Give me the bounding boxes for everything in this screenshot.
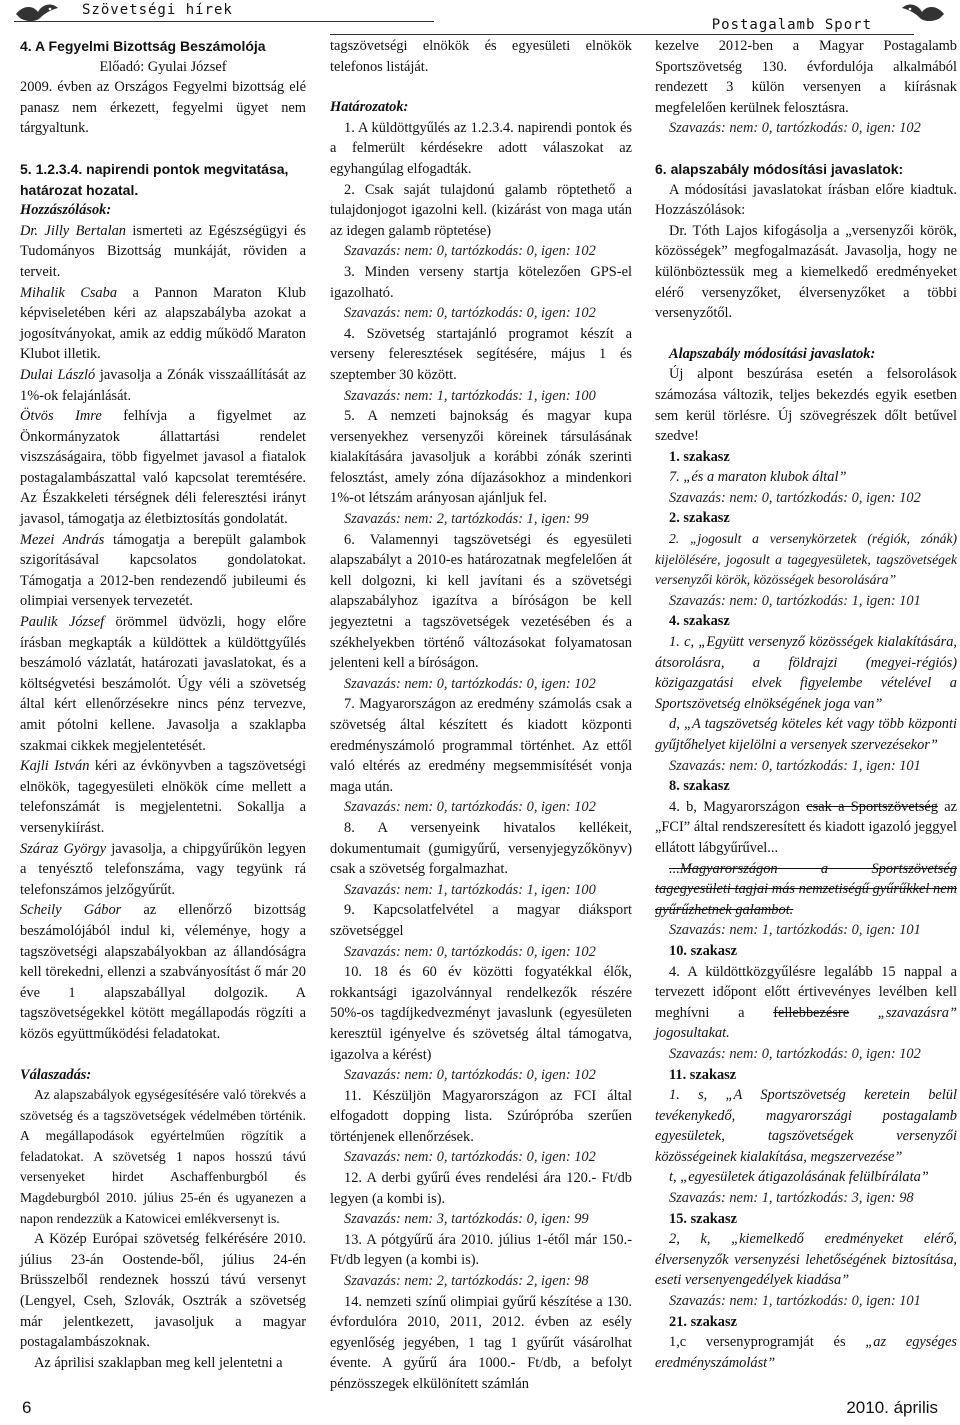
section-heading: 5. 1.2.3.4. napirendi pontok megvitatása, határozat hozatal. (20, 160, 289, 198)
resolution: 10. 18 és 60 év közötti fogyatékkal élők, rokkantsági igazolvánnyal rendelkezők részére 50%-os tagdíjkedvezményt javaslunk (egyesületen keresztül igényelve és szövetség által támogatva, igazolva a kérést) (330, 964, 632, 1063)
section-label: 4. szakasz (669, 613, 730, 630)
subheading: Hozzászólások: (20, 202, 112, 219)
header-rule (330, 34, 914, 35)
vote-result: Szavazás: nem: 0, tartózkodás: 0, igen: 102 (669, 1045, 921, 1062)
vote-result: Szavazás: nem: 1, tartózkodás: 0, igen: 101 (669, 1293, 921, 1310)
section-label: 1. szakasz (669, 448, 730, 465)
resolution: 11. Készüljön Magyarországon az FCI által elfogadott dopping lista. Szúrópróba szerűen történjenek ellenőrzések. (330, 1087, 632, 1145)
section-heading: 6. alapszabály módosítási javaslatok: (655, 160, 904, 177)
vote-result: Szavazás: nem: 1, tartózkodás: 1, igen: 100 (344, 881, 596, 898)
comment: Ötvös Imre felhívja a figyelmet az Önkormányzatok állattartási rendelet viszszáságaira, több figyelmet javasol a fiatalok postagalambászattal való kapcsolat teremtésére. Az Északkeleti térségnek déli feleresztési irányt javasol, támogatja az életbiztosítás gondolatát. (20, 408, 306, 528)
amendment: 4. A küldöttközgyűlésre legalább 15 nappal a tervezett időpont előtt értivevényes levélben kell meghívni a fellebbezésre „szavazásra” jogosultakat. (655, 963, 957, 1042)
comment: Mihalik Csaba a Pannon Maraton Klub képviseletében kéri az alapszabályba azokat a jogosítványokat, amik az eddig működő Maraton Klubot illetik. (20, 284, 306, 363)
resolution: 4. Szövetség startajánló programot készít a verseny feleresztések segítésére, május 1 és szeptember 30 között. (330, 325, 632, 383)
vote-result: Szavazás: nem: 0, tartózkodás: 1, igen: 101 (669, 757, 921, 774)
section-label: 11. szakasz (669, 1066, 737, 1083)
vote-result: Szavazás: nem: 0, tartózkodás: 1, igen: 101 (669, 592, 921, 609)
paragraph: A módosítási javaslatokat írásban előre kiadtuk. Hozzászólások: (655, 181, 957, 219)
resolution: 6. Valamennyi tagszövetségi és egyesületi alapszabályt a 2010-es határozatnak megfelelően át kell dolgozni, ki kell javítani és a szövetségi alapszabályhoz igazítva a bíróságon be kell jegyeztetni a tagszövetségek vezetésében és a székhelyekben történő változásokat folyamatosan jelenteni kell a bíróságon. (330, 531, 632, 672)
amendment-struck: ...Magyarországon a Sportszövetség tagegyesületi tagjai más nemzetiségű gyűrűkkel nem gyűrűzhetnek galambot. (655, 860, 957, 918)
section-label: 8. szakasz (669, 778, 730, 795)
vote-result: Szavazás: nem: 0, tartózkodás: 0, igen: 102 (344, 243, 596, 260)
issue-date: 2010. április (846, 1398, 938, 1417)
paragraph: Az alapszabályok egységesítésére való törekvés a szövetség és a tagszövetségek védelmében történik. A megállapodások egyértelműen rögzítik a feladatokat. A szövetség 1 napos hosszú távú versenyeket hirdet Aschaffenburgból és Magdeburgból 2010. július 25-én és ugyanezen a napon rendezzük a Katowicei emlékversenyt is. (20, 1087, 306, 1226)
speaker: Előadó: Gyulai József (99, 58, 227, 75)
section-label: 15. szakasz (669, 1210, 737, 1227)
comment: Száraz György javasolja, a chipgyűrűkön legyen a tenyésztő telefonszáma, vagy tegyünk rá telefonszámos jelzőgyűrűt. (20, 840, 306, 898)
page-number: 6 (22, 1398, 32, 1417)
magazine-title: Postagalamb Sport (711, 17, 872, 33)
amendment: 2. „jogosult a versenykörzetek (régiók, zónák) kijelölésére, jogosult a tagegyesületek, tagszövetségek versenyzői körök, közösségek besorolására” (655, 531, 957, 588)
vote-result: Szavazás: nem: 2, tartózkodás: 1, igen: 99 (344, 511, 589, 528)
paragraph: kezelve 2012-ben a Magyar Postagalamb Sportszövetség 130. évfordulója alkalmából rendezett 3 külön versenyen a kiírásnak megfelelően kerülnek felosztásra. (655, 38, 957, 116)
comment: Paulik József örömmel üdvözli, hogy előre írásban megkapták a küldöttek a küldöttgyűlés beszámoló vázlatát, határozati javaslatokat, és a költségvetési beszámolót. Úgy véli a szövetség által kért ellenőrzésekre nincs pénz tervezve, amit pótolni kellene. Javasolja a szaklapba szakmai cikkek megjelentetését. (20, 614, 306, 754)
vote-result: Szavazás: nem: 3, tartózkodás: 0, igen: 99 (344, 1211, 589, 1228)
resolution: 12. A derbi gyűrű éves rendelési ára 120.- Ft/db legyen (a kombi is). (330, 1170, 632, 1207)
section-title: Szövetségi hírek (82, 2, 233, 18)
paragraph: A Közép Európai szövetség felkérésére 2010. július 23-án Oostende-ből, július 24-én Brüsszelből rendeznek hosszú távú versenyt (Lengyel, Cseh, Szlovák, Osztrák a szövetség már jelentkezett, javasoljuk a magyar postagalambászoknak. (20, 1231, 306, 1351)
dove-icon (898, 0, 948, 26)
resolution: 3. Minden verseny startja kötelezően GPS-el igazolható. (330, 263, 632, 301)
column-3 (655, 36, 957, 1373)
amendment: 2, k, „kiemelkedő eredményeket elérő, élversenyzők versenyzési lehetőségének biztosítása, eseti versenyengedélyek kiadása” (655, 1231, 957, 1289)
amendment: 1,c versenyprogramját és „az egységes eredményszámolást” (655, 1334, 957, 1371)
paragraph: Az áprilisi szaklapban meg kell jelentetni a (34, 1354, 283, 1371)
amendment: 7. „és a maraton klubok által” (669, 469, 847, 486)
amendment: d, „A tagszövetség köteles két vagy több központi gyűjtőhelyet kijelölni a versenyek szervezésekor” (655, 716, 957, 753)
resolution: 1. A küldöttgyűlés az 1.2.3.4. napirendi pontok és a felmerült kérdésekre adott válaszokat az egyhangúlag elfogadták. (330, 119, 632, 177)
page-header (0, 0, 960, 33)
subheading: Válaszadás: (20, 1066, 92, 1083)
vote-result: Szavazás: nem: 1, tartózkodás: 0, igen: 101 (669, 922, 921, 939)
vote-result: Szavazás: nem: 2, tartózkodás: 2, igen: 98 (344, 1273, 589, 1290)
comment: Dr. Jilly Bertalan ismerteti az Egészségügyi és Tudományos Bizottság munkáját, röviden a terveit. (20, 222, 306, 280)
paragraph: Új alpont beszúrása esetén a felsorolások számozása változik, teljes bekezdés egyik esetben sem kerül törlésre. Új szövegrészek dőlt betűvel szedve! (655, 366, 957, 445)
paragraph: 2009. évben az Országos Fegyelmi bizottság elé panasz nem érkezett, fegyelmi ügyet nem tárgyaltunk. (20, 79, 306, 137)
vote-result: Szavazás: nem: 0, tartózkodás: 0, igen: 102 (344, 675, 596, 692)
vote-result: Szavazás: nem: 1, tartózkodás: 3, igen: 98 (669, 1190, 914, 1207)
vote-result: Szavazás: nem: 0, tartózkodás: 0, igen: 102 (344, 1149, 596, 1166)
resolution: 13. A pótgyűrű ára 2010. július 1-étől már 150.- Ft/db legyen (a kombi is). (330, 1231, 632, 1269)
resolution: 5. A nemzeti bajnokság és magyar kupa versenyekhez versenyzői köreinek társulásának kialakítására javasoljuk a korábbi zónák szerinti felosztást, amely zóna díjazásokhoz a mindenkori 1%-ot létszám arányosan ajánljuk fel. (330, 408, 632, 507)
resolution: 9. Kapcsolatfelvétel a magyar diáksport szövetséggel (330, 902, 632, 939)
section-label: 21. szakasz (669, 1313, 737, 1330)
column-1 (20, 36, 306, 1373)
paragraph: tagszövetségi elnökök és egyesületi elnökök telefonos listáját. (330, 38, 632, 75)
vote-result: Szavazás: nem: 0, tartózkodás: 0, igen: 102 (344, 799, 596, 816)
subheading: Határozatok: (330, 99, 409, 116)
resolution: 8. A versenyeink hivatalos kellékeit, dokumentumait (gumigyűrű, versenyjegyzőkönyv) csak a szövetség forgalmazhat. (330, 819, 632, 878)
dove-icon (12, 0, 62, 26)
amendment: 1. s, „A Sportszövetség keretein belül tevékenykedő, magyarországi postagalamb egyesületek, tagszövetségek versenyzői közösségeinek kialakítása, megszervezése” (655, 1087, 957, 1165)
amendment: 4. b, Magyarországon csak a Sportszövetség az „FCI” által rendszeresített és kiadott igazoló jeggyel ellátott lábgyűrűvel... (655, 798, 957, 856)
resolution: 2. Csak saját tulajdonú galamb röptethető a tulajdonjogot igazolni kell. (kizárást von maga után az idegen galamb röptetése) (330, 181, 632, 239)
paragraph: Dr. Tóth Lajos kifogásolja a „versenyzői körök, közösségek” megfogalmazását. Javasolja, hogy ne különböztessük meg a kiemelkedő eredményeket elérő versenyzőket, élversenyzőket a többi versenyzőtől. (655, 222, 957, 322)
column-2 (330, 36, 632, 1395)
comment: Kajli István kéri az évkönyvben a tagszövetségi elnökök, tagegyesületi elnökök címe mellett a telefonszámát is megjelentetni. Sokallja a versenykiírást. (20, 758, 306, 836)
amendment: t, „egyesületek átigazolásának felülbírálata” (669, 1169, 929, 1186)
comment: Dulai László javasolja a Zónák visszaállítását az 1%-ok felajánlását. (20, 366, 306, 404)
header-rule (14, 21, 434, 22)
vote-result: Szavazás: nem: 0, tartózkodás: 0, igen: 102 (669, 120, 921, 137)
subheading: Alapszabály módosítási javaslatok: (669, 345, 876, 362)
vote-result: Szavazás: nem: 0, tartózkodás: 0, igen: 102 (669, 489, 921, 506)
comment: Scheily Gábor az ellenőrző bizottság beszámolójából indul ki, véleménye, hogy a tagszövetségi alapszabályokban az állandóságra kell törekedni, ellenzi a szabványosítást ő már 20 éve 1 alapszabállyal dolgozik. A tagszövetségekkel kötött megállapodás rögzíti a közös együttműködési feladatokat. (20, 902, 306, 1042)
vote-result: Szavazás: nem: 0, tartózkodás: 0, igen: 102 (344, 305, 596, 322)
section-heading: 4. A Fegyelmi Bizottság Beszámolója (20, 38, 266, 54)
resolution: 14. nemzeti színű olimpiai gyűrű készítése a 130. évfordulóra 2010, 2011, 2012. évben az esély egyenlőség jegyében, 1 tag 1 gyűrűt vásárolhat évente. A gyűrű ára 1000.- Ft/db, a befolyt pénzösszegek elkülönített számlán (330, 1293, 632, 1392)
amendment: 1. c, „Együtt versenyző közösségek kialakítására, átsorolásra, a földrajzi (megyei-régiós) közigazgatási elvek figyelembe vételével a Sportszövetség elnökségének joga van” (655, 634, 957, 712)
section-label: 2. szakasz (669, 510, 730, 527)
vote-result: Szavazás: nem: 0, tartózkodás: 0, igen: 102 (344, 943, 596, 960)
comment: Mezei András támogatja a berepült galambok szigorításával kapcsolatos gondolatokat. Támogatja a 2012-ben rendezendő jubileumi és olimpiai versenyek tervezetét. (20, 531, 306, 610)
resolution: 7. Magyarországon az eredmény számolás csak a szövetség által készített és kiadott központi eredményszámoló programmal történhet. Az ettől való eltérés az eredmény megsemmisítését vonja maga után. (330, 696, 632, 795)
vote-result: Szavazás: nem: 0, tartózkodás: 0, igen: 102 (344, 1067, 596, 1084)
section-label: 10. szakasz (669, 942, 737, 959)
vote-result: Szavazás: nem: 1, tartózkodás: 1, igen: 100 (344, 387, 596, 404)
